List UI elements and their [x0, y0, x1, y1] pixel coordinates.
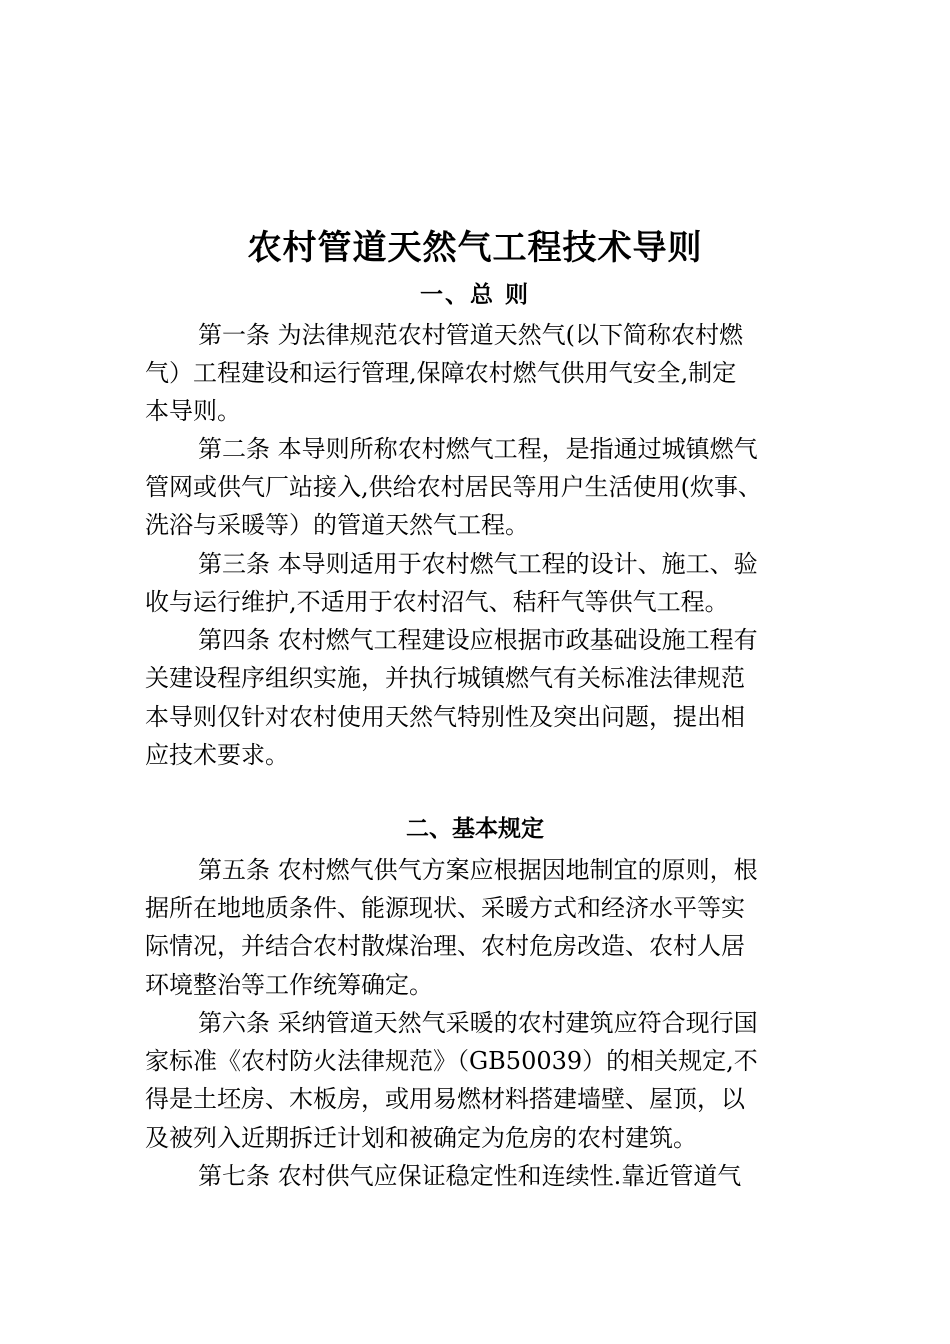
paragraph-line: 际情况，并结合农村散煤治理、农村危房改造、农村人居 — [145, 932, 745, 960]
paragraph-line: 关建设程序组织实施，并执行城镇燃气有关标准法律规范 — [145, 664, 745, 692]
paragraph-line: 本导则仅针对农村使用天然气特别性及突出问题，提出相 — [145, 703, 745, 731]
paragraph-line: 得是土坯房、木板房，或用易燃材料搭建墙壁、屋顶，以 — [145, 1085, 745, 1113]
paragraph-line: 第七条 农村供气应保证稳定性和连续性.靠近管道气 — [198, 1162, 742, 1190]
section-heading-basic-provisions: 二、基本规定 — [406, 816, 544, 842]
paragraph-line: 第一条 为法律规范农村管道天然气(以下简称农村燃 — [198, 321, 743, 349]
paragraph-line: 第五条 农村燃气供气方案应根据因地制宜的原则，根 — [198, 856, 758, 884]
paragraph-line: 第四条 农村燃气工程建设应根据市政基础设施工程有 — [198, 626, 758, 654]
paragraph-line: 本导则。 — [145, 397, 241, 425]
paragraph-line: 第六条 采纳管道天然气采暖的农村建筑应符合现行国 — [198, 1009, 758, 1037]
paragraph-line: 应技术要求。 — [145, 741, 289, 769]
paragraph-line: 第二条 本导则所称农村燃气工程，是指通过城镇燃气 — [198, 435, 758, 463]
paragraph-line: 及被列入近期拆迁计划和被确定为危房的农村建筑。 — [145, 1124, 697, 1152]
paragraph-line: 家标准《农村防火法律规范》（GB50039）的相关规定,不 — [145, 1047, 758, 1075]
paragraph-line: 据所在地地质条件、能源现状、采暖方式和经济水平等实 — [145, 894, 745, 922]
paragraph-line: 第三条 本导则适用于农村燃气工程的设计、施工、验 — [198, 550, 758, 578]
section-heading-general: 一、总 则 — [419, 282, 530, 308]
paragraph-line: 环境整治等工作统筹确定。 — [145, 971, 433, 999]
paragraph-line: 管网或供气厂站接入,供给农村居民等用户生活使用(炊事、 — [145, 473, 762, 501]
paragraph-line: 收与运行维护,不适用于农村沼气、秸秆气等供气工程。 — [145, 588, 729, 616]
paragraph-line: 气）工程建设和运行管理,保障农村燃气供用气安全,制定 — [145, 359, 737, 387]
paragraph-line: 洗浴与采暖等）的管道天然气工程。 — [145, 511, 529, 539]
document-title: 农村管道天然气工程技术导则 — [247, 228, 703, 268]
